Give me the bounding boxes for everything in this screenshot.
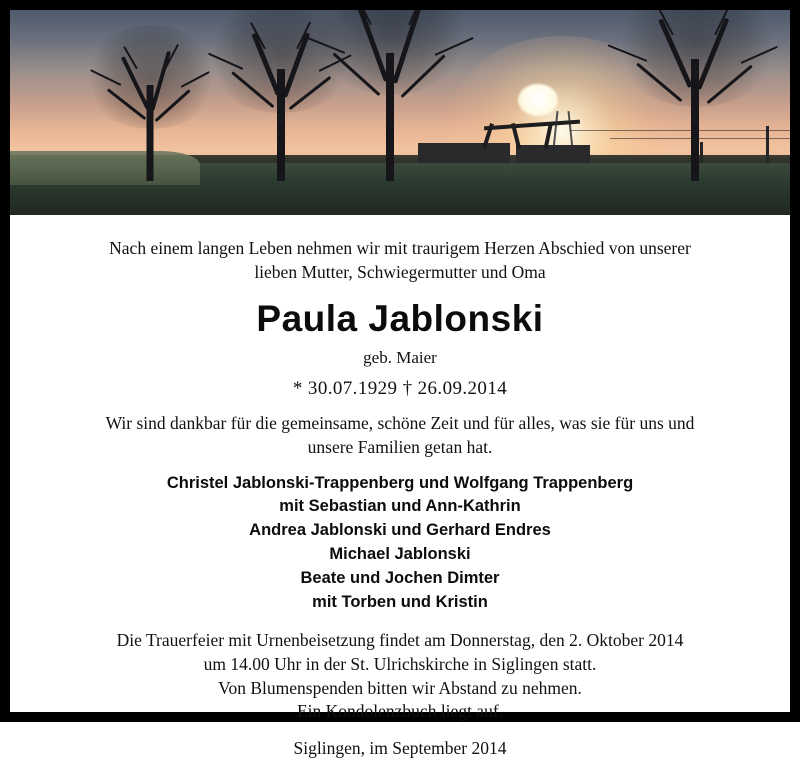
ceremony-details	[50, 629, 750, 724]
birth-death-dates: * 30.07.1929 † 26.09.2014	[292, 378, 508, 400]
thanks-paragraph	[50, 412, 750, 459]
deceased-name: Paula Jablonski	[256, 298, 544, 340]
intro-paragraph	[50, 237, 750, 284]
intro-line-1: Nach einem langen Leben nehmen wir mit traurigem Herzen Abschied von unserer	[109, 238, 691, 258]
list-item: Michael Jablonski	[329, 545, 471, 564]
bare-tree-1	[80, 31, 220, 181]
thanks-line-2: unsere Familien getan hat.	[307, 436, 493, 457]
list-item: Christel Jablonski-Trappenberg und Wolfgang Trappenberg	[166, 473, 634, 492]
power-pylon	[550, 111, 576, 159]
list-item: mit Sebastian und Ann-Kathrin	[279, 497, 521, 516]
family-list	[50, 472, 750, 616]
intro-line-2: lieben Mutter, Schwiegermutter und Oma	[254, 261, 546, 282]
list-item: Andrea Jablonski und Gerhard Endres	[249, 521, 551, 540]
ceremony-line: Ein Kondolenzbuch liegt auf.	[296, 701, 504, 722]
ceremony-line: Von Blumenspenden bitten wir Abstand zu nehmen.	[218, 677, 582, 698]
list-item: mit Torben und Kristin	[312, 593, 488, 612]
sunset-landscape-photo	[10, 10, 790, 215]
obituary-text	[10, 215, 790, 771]
list-item: Beate und Jochen Dimter	[300, 569, 500, 588]
ceremony-line: um 14.00 Uhr in der St. Ulrichskirche in Siglingen statt.	[203, 653, 597, 674]
bare-tree-4	[610, 10, 780, 181]
thanks-line-1: Wir sind dankbar für die gemeinsame, schöne Zeit und für alles, was sie für uns und	[105, 413, 695, 434]
ceremony-line: Die Trauerfeier mit Urnenbeisetzung findet am Donnerstag, den 2. Oktober 2014	[116, 630, 684, 651]
place-and-date: Siglingen, im September 2014	[293, 738, 507, 759]
bare-tree-3	[310, 10, 470, 181]
maiden-name: geb. Maier	[363, 348, 437, 368]
